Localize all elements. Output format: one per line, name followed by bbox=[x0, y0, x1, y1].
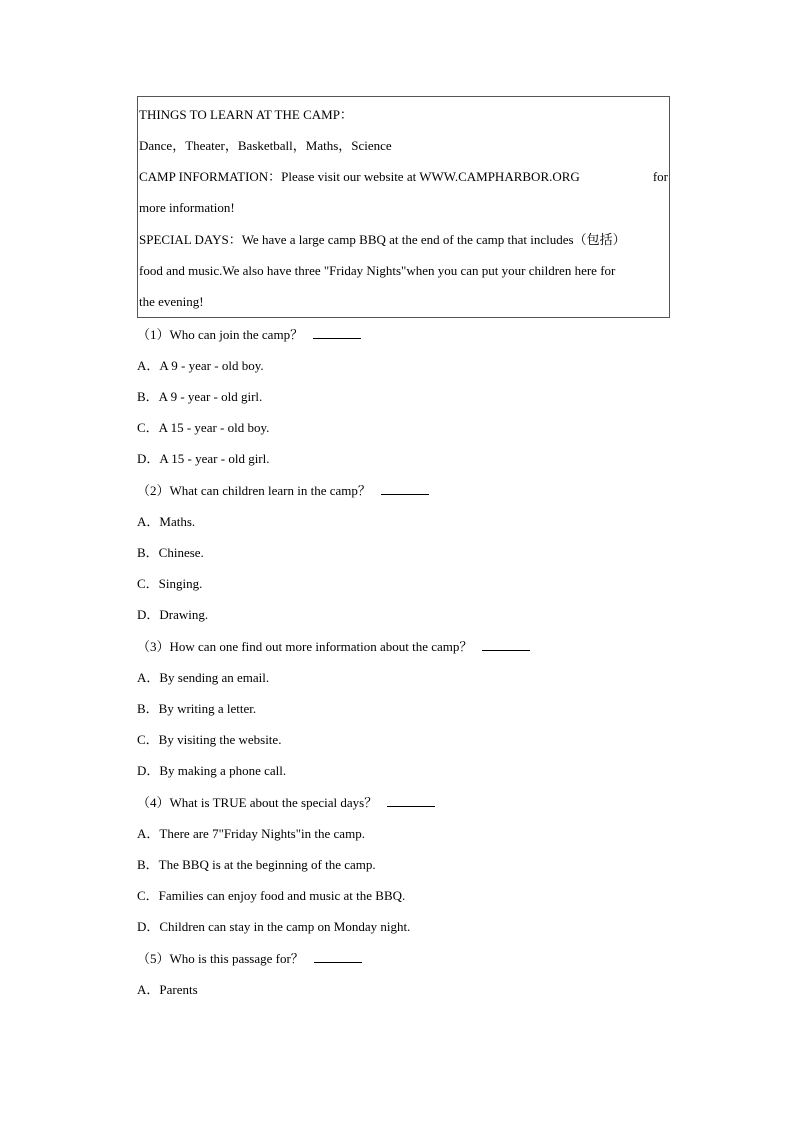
question-5-prompt: （5）Who is this passage for？ bbox=[137, 951, 304, 966]
question-1-option-b: B．A 9 - year - old girl. bbox=[137, 389, 263, 404]
question-1-option-a: A．A 9 - year - old boy. bbox=[137, 358, 264, 373]
special-days-line-1: SPECIAL DAYS：We have a large camp BBQ at the end of the camp that includes（包括） bbox=[139, 232, 626, 247]
question-1-option-d: D．A 15 - year - old girl. bbox=[137, 451, 270, 466]
camp-information-text: CAMP INFORMATION：Please visit our website at WWW.CAMPHARBOR.ORG bbox=[139, 169, 580, 184]
question-3-option-c: C．By visiting the website. bbox=[137, 732, 282, 747]
answer-blank-2[interactable] bbox=[381, 482, 429, 495]
camp-information-continued: more information! bbox=[139, 200, 235, 215]
things-to-learn-label: THINGS TO LEARN AT THE CAMP： bbox=[139, 107, 353, 122]
question-2 bbox=[137, 481, 429, 501]
question-4-option-a: A．There are 7"Friday Nights"in the camp. bbox=[137, 826, 365, 841]
question-4-option-c: C．Families can enjoy food and music at the BBQ. bbox=[137, 888, 406, 903]
question-1-option-c: C．A 15 - year - old boy. bbox=[137, 420, 270, 435]
answer-blank-3[interactable] bbox=[482, 638, 530, 651]
question-2-option-d: D．Drawing. bbox=[137, 607, 209, 622]
question-2-option-a: A．Maths. bbox=[137, 514, 196, 529]
answer-blank-4[interactable] bbox=[387, 794, 435, 807]
question-3-option-a: A．By sending an email. bbox=[137, 670, 270, 685]
answer-blank-1[interactable] bbox=[313, 326, 361, 339]
question-4-prompt: （4）What is TRUE about the special days？ bbox=[137, 795, 378, 810]
question-1-prompt: （1）Who can join the camp？ bbox=[137, 327, 304, 342]
question-3-option-b: B．By writing a letter. bbox=[137, 701, 257, 716]
subjects-list: Dance，Theater，Basketball，Maths，Science bbox=[139, 138, 392, 153]
camp-information-for: for bbox=[652, 169, 668, 184]
camp-info-box bbox=[137, 96, 670, 318]
question-3 bbox=[137, 637, 530, 657]
question-4-option-b: B．The BBQ is at the beginning of the camp. bbox=[137, 857, 376, 872]
question-2-option-c: C．Singing. bbox=[137, 576, 203, 591]
question-1 bbox=[137, 325, 361, 345]
question-3-prompt: （3）How can one find out more information about the camp？ bbox=[137, 639, 473, 654]
question-5 bbox=[137, 949, 362, 969]
question-2-option-b: B．Chinese. bbox=[137, 545, 204, 560]
special-days-line-3: the evening! bbox=[139, 294, 204, 309]
special-days-line-2: food and music.We also have three "Friday Nights"when you can put your children here for bbox=[139, 263, 616, 278]
question-2-prompt: （2）What can children learn in the camp？ bbox=[137, 483, 371, 498]
question-5-option-a: A．Parents bbox=[137, 982, 198, 997]
question-4 bbox=[137, 793, 435, 813]
question-3-option-d: D．By making a phone call. bbox=[137, 763, 287, 778]
answer-blank-5[interactable] bbox=[314, 950, 362, 963]
question-4-option-d: D．Children can stay in the camp on Monday night. bbox=[137, 919, 411, 934]
camp-information-line bbox=[139, 167, 668, 187]
